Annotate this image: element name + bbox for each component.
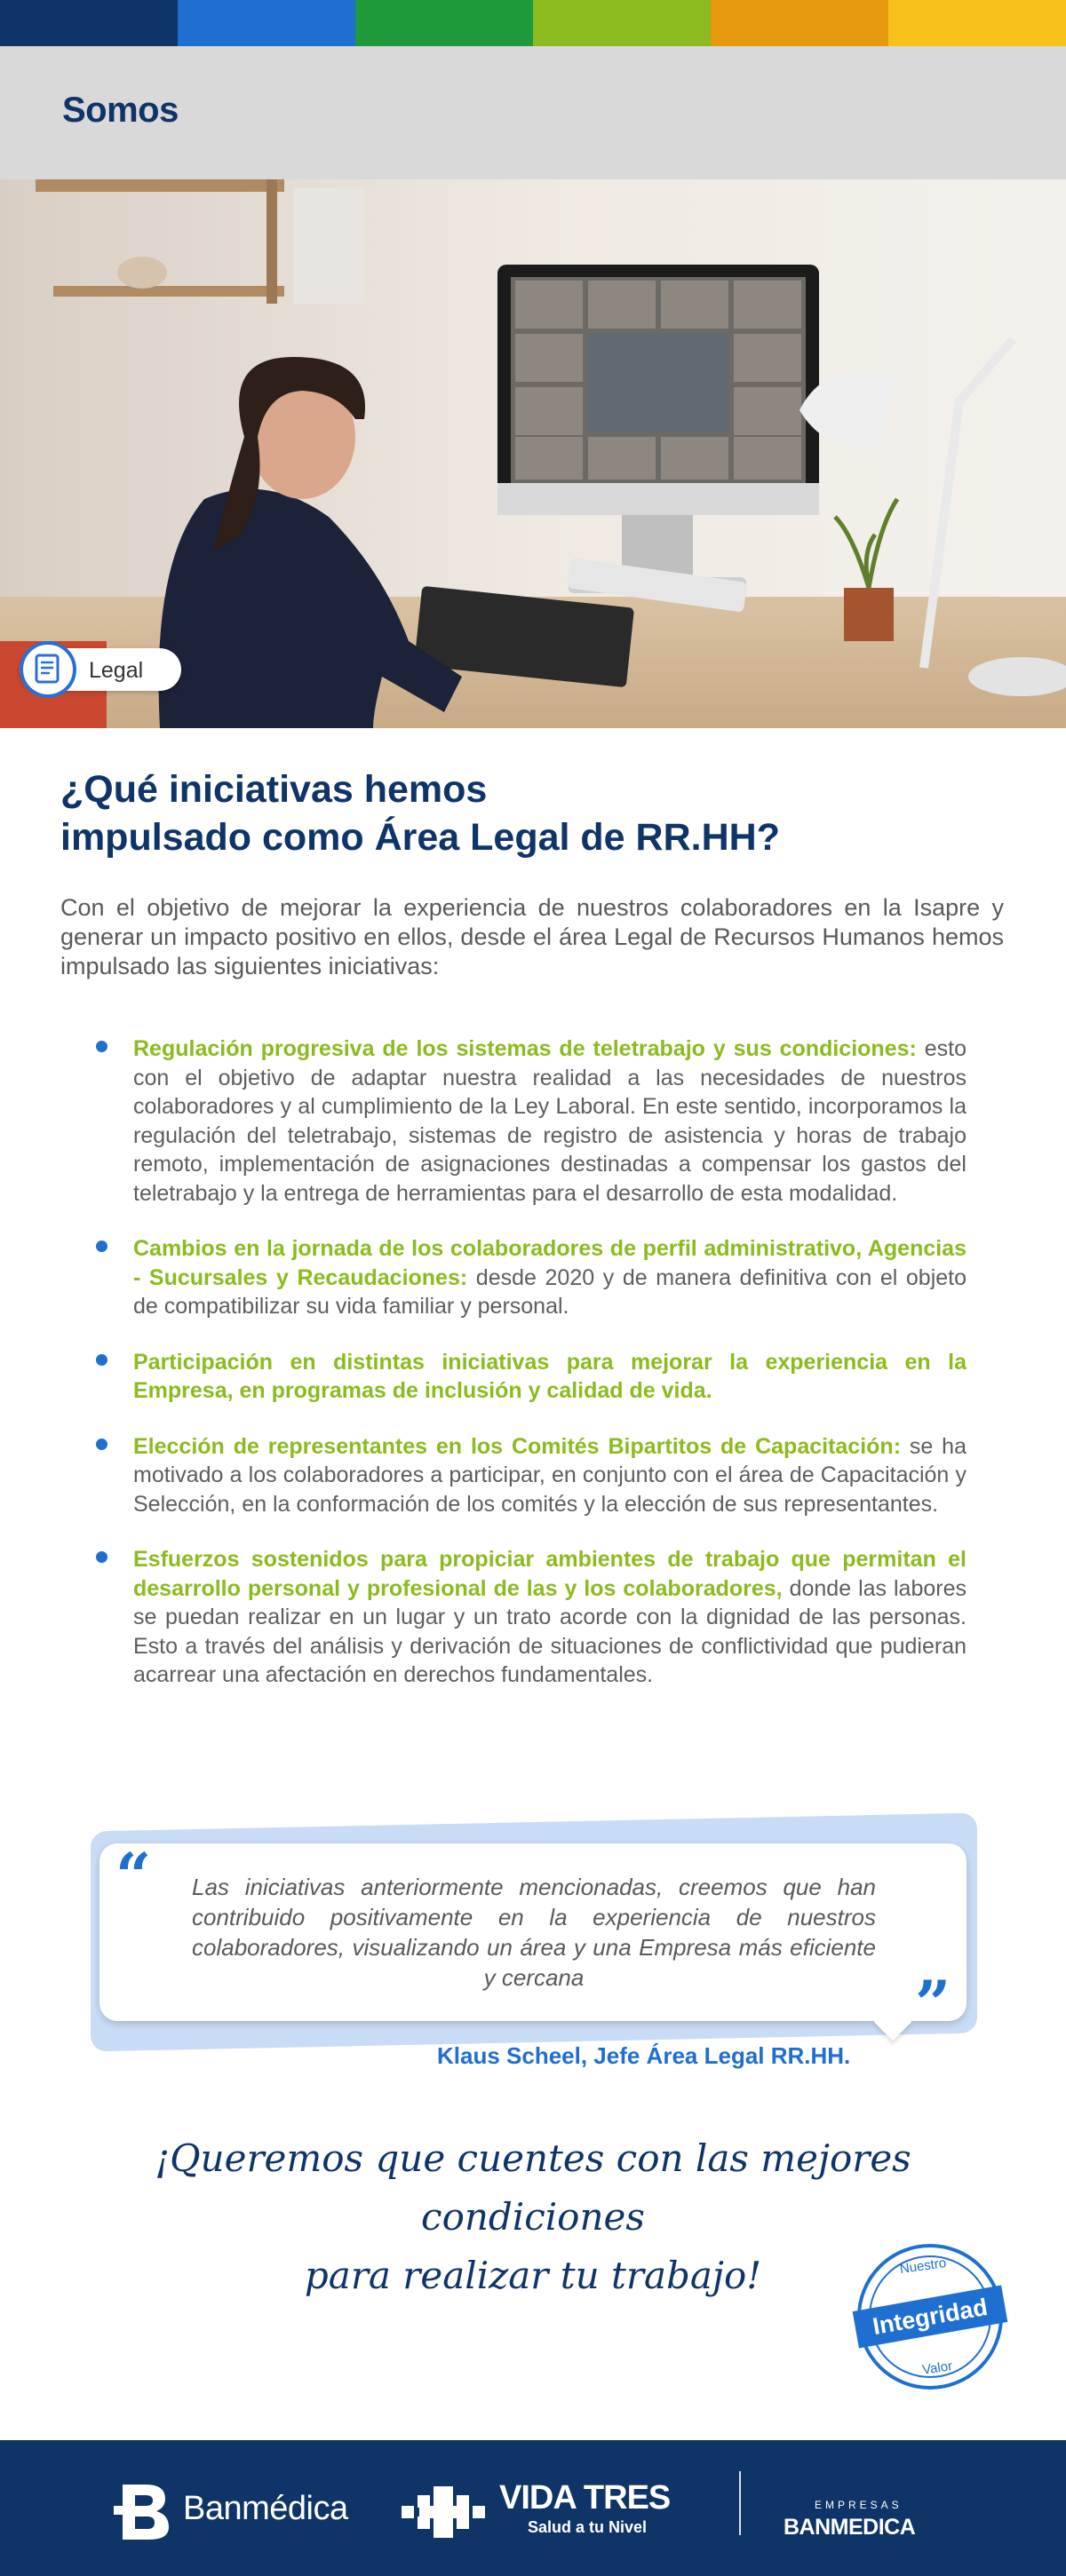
brand-empresas-top: EMPRESAS <box>815 2499 903 2511</box>
stripe-segment <box>0 0 178 46</box>
item-text: se ha motivado a los colaboradores a participar, en conjunto con el área de Capacitación y Selección, en la conformación de los comités y la elección de sus representantes. <box>133 1433 967 1517</box>
stripe-segment <box>888 0 1066 46</box>
bullet-icon <box>96 1551 107 1563</box>
item-highlight: Cambios en la jornada de los colaboradores de perfil administrativo, Agencias - Sucursales y Recaudaciones: <box>133 1236 967 1290</box>
quote-text: Las iniciativas anteriormente mencionadas, creemos que han contribuido positivamente en la experiencia de nuestros colaboradores, visualizando un área y una Empresa más eficiente y cercana <box>192 1874 876 1991</box>
document-icon <box>33 653 63 686</box>
title-line: impulsado como Área Legal de RR.HH? <box>60 816 780 859</box>
title-line: ¿Qué iniciativas hemos <box>60 768 488 811</box>
item-text: desde 2020 y de manera definitiva con el objeto de compatibilizar su vida familiar y personal. <box>133 1264 967 1319</box>
seal-center-text: Integridad <box>871 2293 990 2341</box>
section-title: Somos <box>62 91 179 130</box>
vidatres-logo-icon <box>402 2486 487 2538</box>
brand-empresas-main: BANMEDICA <box>784 2515 916 2540</box>
item-highlight: Esfuerzos sostenidos para propiciar ambientes de trabajo que permitan el desarrollo personal y profesional de las y los colaboradores, <box>133 1547 967 1601</box>
bullet-icon <box>96 1240 107 1252</box>
seal-top-text: Nuestro <box>898 2255 948 2278</box>
item-highlight: Elección de representantes en los Comités Bipartitos de Capacitación: <box>133 1433 902 1459</box>
bullet-icon <box>96 1439 107 1450</box>
footer-divider <box>739 2471 741 2535</box>
brand-vidatres-tagline: Salud a tu Nivel <box>528 2518 648 2536</box>
item-highlight: Regulación progresiva de los sistemas de teletrabajo y sus condiciones: <box>133 1036 917 1061</box>
banmedica-logo-icon <box>114 2479 172 2543</box>
stripe-segment <box>711 0 888 46</box>
section-header <box>0 46 1066 179</box>
stripe-segment <box>533 0 711 46</box>
list-item <box>99 1432 967 1519</box>
quote-author: Klaus Scheel, Jefe Área Legal RR.HH. <box>437 2042 851 2069</box>
footer <box>0 2440 1066 2576</box>
list-item <box>99 1234 967 1321</box>
slogan-line: ¡Queremos que cuentes con las mejores condiciones <box>155 2136 911 2239</box>
stripe-segment <box>178 0 355 46</box>
quote-open-icon: “ <box>115 1839 152 1913</box>
brand-vidatres: VIDA TRES <box>499 2479 671 2517</box>
slogan-line: para realizar tu trabajo! <box>304 2254 762 2297</box>
hero-illustration <box>0 179 1066 728</box>
list-item <box>99 1348 967 1406</box>
page-title <box>60 765 949 861</box>
list-item <box>99 1034 967 1208</box>
item-text: donde las labores se puedan realizar en un lugar y un trato acorde con la dignidad de las personas. Esto a través del análisis y derivación de situaciones de conflictividad que pudieran acarrear una afectación en derechos fundamentales. <box>133 1575 967 1687</box>
bullet-icon <box>96 1041 107 1052</box>
intro-paragraph: Con el objetivo de mejorar la experiencia de nuestros colaboradores en la Isapre y generar un impacto positivo en ellos, desde el área Legal de Recursos Humanos hemos impulsado las siguientes iniciativas: <box>60 894 1004 979</box>
bullet-icon <box>96 1354 107 1366</box>
seal-bottom-text: Valor <box>921 2358 954 2378</box>
hero-image <box>0 179 1066 728</box>
brand-banmedica: Banmédica <box>183 2490 348 2527</box>
legal-badge-label: Legal <box>89 658 144 683</box>
legal-badge-circle <box>20 641 76 698</box>
stripe-segment <box>355 0 533 46</box>
item-text: esto con el objetivo de adaptar nuestra realidad a las necesidades de nuestros colaboradores y al cumplimiento de la Ley Laboral. En este sentido, incorporamos la regulación del teletrabajo, sistemas de registro de asistencia y horas de trabajo remoto, implementación de asignaciones destinadas a compensar los gastos del teletrabajo y la entrega de herramientas para el desarrollo de esta modalidad. <box>133 1036 967 1206</box>
integrity-seal-icon <box>851 2238 1009 2396</box>
item-highlight: Participación en distintas iniciativas para mejorar la experiencia en la Empresa, en programas de inclusión y calidad de vida. <box>133 1349 967 1403</box>
brand-color-stripe <box>0 0 1066 46</box>
quote-close-icon: ” <box>915 1967 951 2041</box>
list-item <box>99 1545 967 1690</box>
initiatives-list <box>99 1034 967 1690</box>
